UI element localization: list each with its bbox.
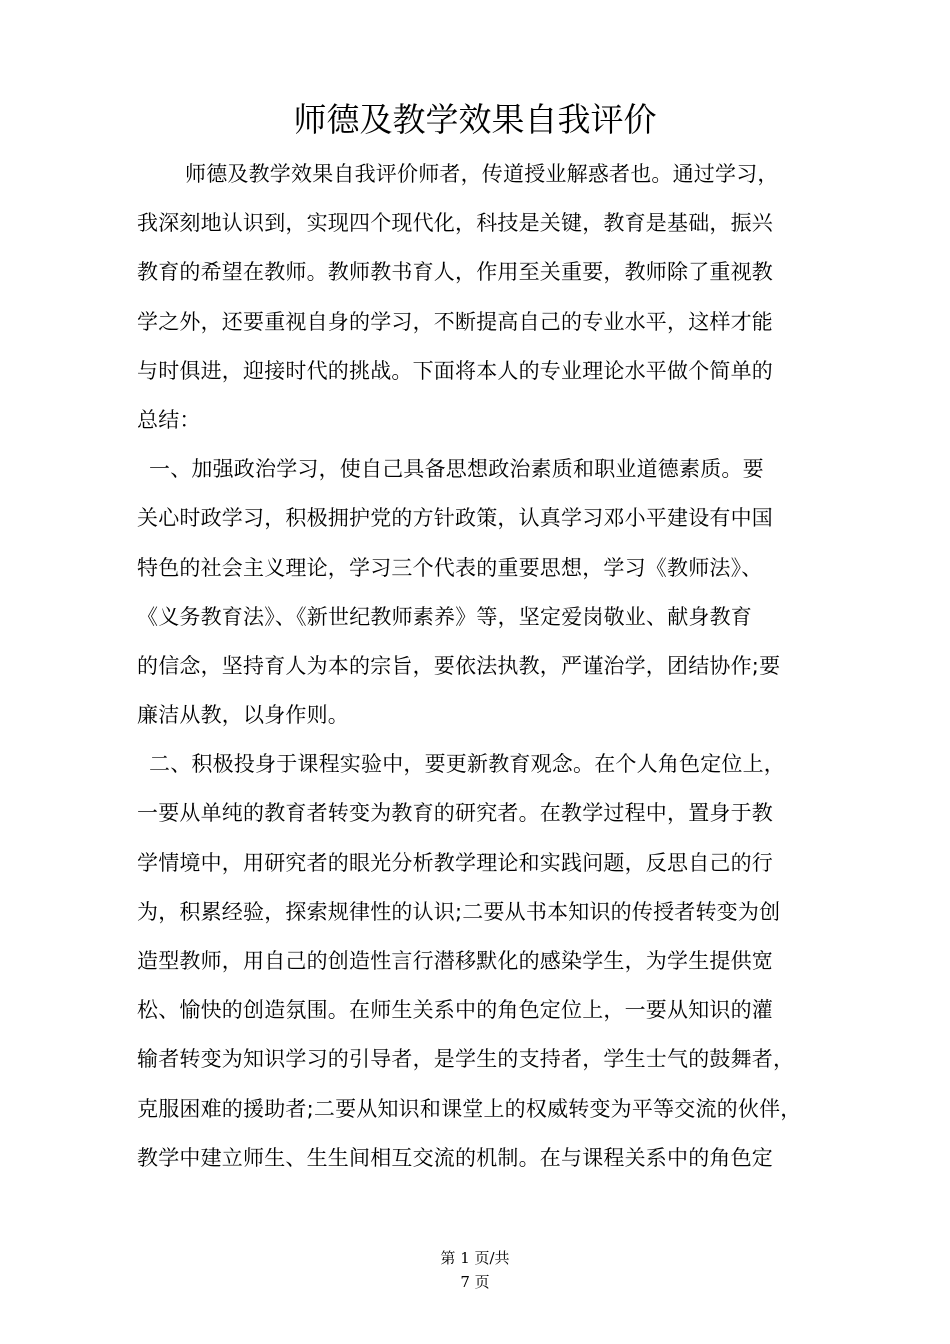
body-line: 总结：: [137, 407, 201, 432]
body-line: 造型教师，用自己的创造性言行潜移默化的感染学生，为学生提供宽: [137, 949, 773, 973]
document-body: [137, 150, 819, 1183]
body-line: 我深刻地认识到，实现四个现代化，科技是关键，教育是基础，振兴: [137, 211, 773, 236]
body-line: 关心时政学习，积极拥护党的方针政策，认真学习邓小平建设有中国: [137, 506, 773, 531]
body-line: 输者转变为知识学习的引导者，是学生的支持者，学生士气的鼓舞者，: [137, 1047, 795, 1072]
document-title: 师德及教学效果自我评价: [293, 100, 657, 139]
body-line: 一要从单纯的教育者转变为教育的研究者。在教学过程中，置身于教: [137, 801, 773, 826]
page-number-footer: [0, 1246, 950, 1294]
body-line: 与时俱进，迎接时代的挑战。下面将本人的专业理论水平做个简单的: [137, 358, 773, 383]
body-line: 的信念，坚持育人为本的宗旨，要依法执教，严谨治学，团结协作;要: [137, 653, 781, 678]
body-line: 学情境中，用研究者的眼光分析教学理论和实践问题，反思自己的行: [137, 850, 773, 875]
body-line: 为，积累经验，探索规律性的认识;二要从书本知识的传授者转变为创: [137, 899, 781, 924]
body-line: 师德及教学效果自我评价师者，传道授业解惑者也。通过学习，: [185, 162, 779, 186]
body-line: 二、积极投身于课程实验中，要更新教育观念。在个人角色定位上，: [149, 752, 785, 777]
body-line: 特色的社会主义理论，学习三个代表的重要思想，学习《教师法》、: [137, 555, 763, 580]
page-number-line1: 第 1 页/共: [440, 1249, 510, 1267]
body-line: 学之外，还要重视自身的学习，不断提高自己的专业水平，这样才能: [137, 309, 773, 334]
body-line: 《义务教育法》、《新世纪教师素养》等，坚定爱岗敬业、献身教育: [137, 604, 752, 629]
body-line: 松、愉快的创造氛围。在师生关系中的角色定位上，一要从知识的灌: [137, 998, 773, 1023]
page-number-line2: 7 页: [460, 1273, 490, 1291]
body-line: 教育的希望在教师。教师教书育人，作用至关重要，教师除了重视教: [137, 260, 773, 285]
body-line: 教学中建立师生、生生间相互交流的机制。在与课程关系中的角色定: [137, 1145, 773, 1170]
body-line: 克服困难的援助者;二要从知识和课堂上的权威转变为平等交流的伙伴，: [137, 1096, 802, 1121]
body-line: 廉洁从教，以身作则。: [137, 703, 349, 728]
body-line: 一、加强政治学习，使自己具备思想政治素质和职业道德素质。要: [149, 457, 764, 482]
